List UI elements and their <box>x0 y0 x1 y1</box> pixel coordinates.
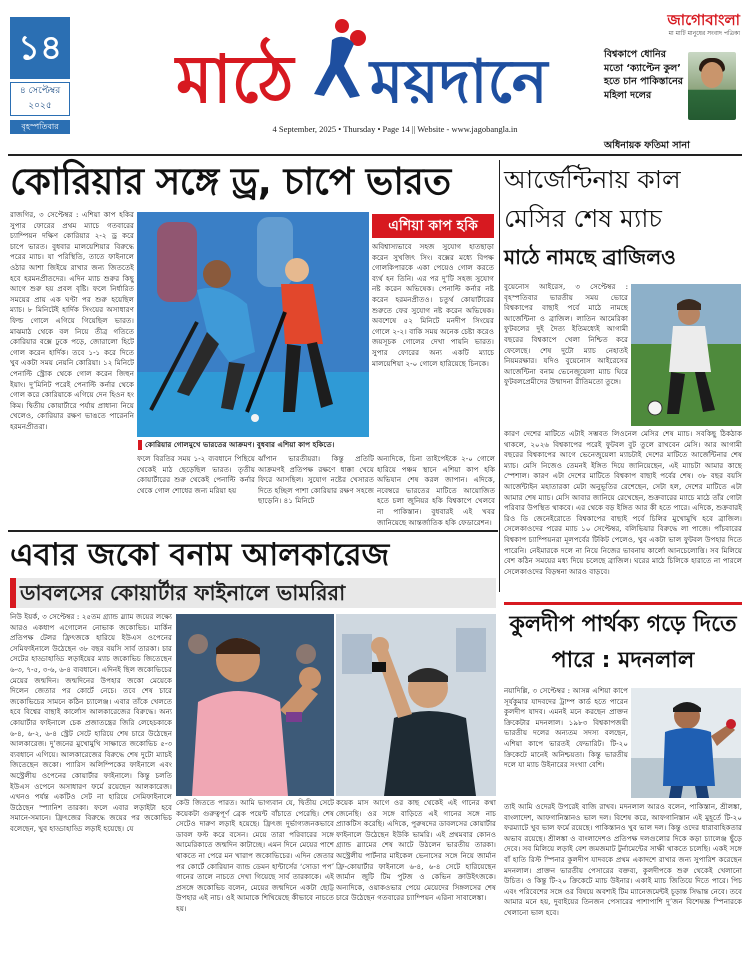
publication-brand <box>604 10 740 40</box>
masthead-divider <box>8 154 742 156</box>
hockey-photo-caption <box>137 438 369 452</box>
kuldeep-photo <box>631 688 741 798</box>
messi-photo <box>631 284 741 426</box>
story3-headline[interactable]: এবার জকো বনাম আলকারেজ <box>10 537 390 573</box>
djokovic-photo <box>336 614 496 796</box>
teaser-photo <box>688 52 736 120</box>
date-strip: 4 September, 2025 • Thursday • Page 14 || Website - www.jagobangla.in <box>272 124 518 134</box>
story3-column-3: কয়েক মাস আগে ওর কাছ থেকেই এই গানের কথা জেনেছি। ওর সঙ্গে বাড়িতে এই গানের সঙ্গে নাচ প্র্যাকটিস করেছি। এদিকে, পুরুষদের ডাবলসের কোয়ার্টার ফাইনালে উঠেছেন ইউকি ভামরি। এই প্রথমবার কোনও গ্র্যান্ড স্ল্যামের শেষ আটে উঠলেন ভারতীয় তারকা। অস্ট্রেলীয় পার্টনার মাইকেল ভেনাসের সঙ্গে নিয়ে জার্মান ফ্রি-কোয়ার্টার ফাইনালে ৬-৪, ৬-৪ সেটে হারিয়েছেন জার্মান জুটি টিম পুটজ ও কেভিন ক্রাউইৎজকে। অন্যদিকে, ওয়াকওভার পেয়ে মেয়েদের সিঙ্গলসের শেষ চারে উঠেছেন গতবারের চ্যাম্পিয়ন এরিনা সাবালেঙ্কা। <box>336 798 496 903</box>
story1-headline[interactable]: কোরিয়ার সঙ্গে ড্র, চাপে ভারত <box>10 160 451 203</box>
story3-column-2: কেউ জিততে পারত। আমি ভাগ্যবান যে, দ্বিতীয় সেটে কয়েকটা গুরুত্বপূর্ণ ব্রেক পয়েন্ট বাঁচাতে পেরেছি। শেষ সেটেও দারুণ লড়াই হয়েছে। ফ্রিৎজ দুর্ভাগ্যজনকভাবে ডাবল ফল্ট করে বসেন। মেয়ে তারা পরিবারের সঙ্গে আমেরিকাতে জন্মদিন কাটাচ্ছে। এমন দিনে মেয়ের পাশে থাকতে না পেরে মন খারাপ জকোভিচের। এদিন জেতার পর কোর্টে কোরিয়ান ব্যান্ড ডেমন হান্টার্সের ‘সোডা পপ’ গানের তালে নাচতে দেখা গিয়েছে সার্ব তারকাকে। এই প্রসঙ্গে জকোভিচ বলেন, মেয়ের জন্মদিনে একটা ছোট্ট উপহার এই নাচ। ওই আমাকে শিখিয়েছে কীভাবে নাচতে হয়। <box>176 798 334 913</box>
date-full <box>10 82 70 116</box>
teaser-headline[interactable]: বিশ্বকাপে ধোনির মতো ‘ক্যাপ্টেন কুল’ হতে চান পাকিস্তানের মহিলা দলের <box>604 49 683 101</box>
date-day: বৃহস্পতিবার <box>10 120 70 134</box>
story1-column-1: রাজগির, ৩ সেপ্টেম্বর : এশিয়া কাপ হকির সুপার ফোরের প্রথম ম্যাচে গতবারের চ্যাম্পিয়ন দক্ষিণ কোরিয়ার ২-২ ড্র করে চাপে ভারত। বুধবার মালয়েশিয়ার বিরুদ্ধে পরের ম্যাচ। যা পরিস্থিতি, তাতে ফাইনালে ওঠার আশা জিইয়ে রাখার জন্য জিততেই হবে হরমনপ্রীতদের। এদিন ম্যাচ শুরুর কিছু আগে শুরু হয় প্রবল বৃষ্টি। ফলে নির্ধারিত সময়ের প্রায় এক ঘণ্টা পর শুরু হয়েছিল ম্যাচ। ৮ মিনিটেই হার্দিক সিংয়ের অসাধারণ ফিল্ড গোলে এগিয়ে গিয়েছিল ভারত। মাঝমাঠ থেকে বল নিয়ে তীব্র গতিতে কোরিয়ার বক্সে ঢুকে পড়ে, জোরালো হিটে গোল করেন হার্দিক। তবে ১-১ করে দিতে খুব একটা সময় নেয়নি কোরিয়া। ১২ মিনিটে পেনাল্টি স্ট্রোক থেকে গোল করেন জিহুন ইয়াং। দু’মিনিট পরেই পেনাল্টি কর্নার থেকে গোল করে কোরিয়াকে এগিয়ে দেন হিওন হং কিম। দ্বিতীয় কোয়ার্টারে পর্যায় প্রাধান্য নিয়ে খেলেও, কোরিয়ার রক্ষণ ভাঙতে পারেননি হরমনপ্রীতরা। <box>10 210 134 431</box>
date-number: ১৪ <box>10 17 70 79</box>
asia-cup-tag: এশিয়া কাপ হকি <box>372 214 494 238</box>
date-line2: ২০২৫ <box>28 101 52 111</box>
story4-headline[interactable]: কুলদীপ পার্থক্য গড়ে দিতে পারে : মদনলাল <box>504 602 742 678</box>
brand-name: জাগোবাংলা <box>667 11 740 29</box>
story1-column-2b: ঝাঁপান ভারতীয়রা। কিন্তু প্রতিটি আক্রমণই প্রতিপক্ষ রক্ষণে ধাক্কা খেয়ে ফিরে আসছিল। সুযোগ নষ্টের খেসারত দিতে হচ্ছিল পাশা কোরিয়ার রক্ষণ সহজে ছাড়েনি। ৪১ মিনিটে <box>258 454 374 506</box>
section-logo <box>172 10 557 118</box>
section-divider <box>8 530 498 532</box>
teaser-name: অধিনায়ক ফতিমা সানা <box>604 140 690 151</box>
story3-column-1: নিউ ইয়র্ক, ৩ সেপ্টেম্বর : ২৫তম গ্র্যান্ড স্ল্যাম জয়ের লক্ষ্যে আরও একধাপ এগোলেন নোভাক জকোভিচ। মার্কিন প্রতিপক্ষ টেলর ফ্রিৎজকে হারিয়ে ইউএস ওপেনের সেমিফাইনালে উঠেছেন ৩৮ বছর বয়সি সার্ব তারকা। চার সেটের হাড্ডাহাড্ডি লড়াইয়ের ম্যাচ জকোভিচ জিতেছেন ৬-৩, ৭-৫, ৩-৬, ৬-৪ ব্যবধানে। এদিনই ছিল জকোভিচের মেয়ের জন্মদিন। জন্মদিনের উপহার জকো মেয়েকে দিলেন জেতার পর কোর্টে নেচে। তবে শেষ চারে জকোভিচের সামনে কঠিন চ্যালেঞ্জ। এবার তাঁকে খেলতে হবে বিশ্বের বাছাই কার্লোস আলকারেজের বিরুদ্ধে। অন্য কোয়ার্টার ফাইনালে চেক প্রজাতন্ত্রের জিরি লেহেচকাকে ৬-৪, ৬-২, ৬-৪ স্ট্রেট সেটে হারিয়ে শেষ চারে উঠেছেন আলকারেজ। দু’জনের মুখোমুখি সাক্ষাতে জকোভিচ ৫-৩ ব্যবধানে এগিয়ে। আলকারেজের বিরুদ্ধে শেষ দুটো ম্যাচই জিতেছেন জকো। প্যারিস অলিম্পিকের ফাইনালে এবং অস্ট্রেলীয় ওপেনের কোয়ার্টার ফাইনালে। কিন্তু চলতি ইউএস ওপেনে অসাধারণ ফর্মে রয়েছেন আলকারেজ। এখনও পর্যন্ত একটিও সেট না হারিয়ে সেমিফাইনালে উঠেছেন স্প্যানিশ তারকা। ফলে এবার লড়াইটা হবে সমানে-সমানে। ফ্রিৎজের বিরুদ্ধে জয়ের পর জকোভিচ বলেছেন, খুব হাড্ডাহাড্ডি লড়াই হয়েছে। যে <box>10 612 172 833</box>
section-logo-art <box>172 10 557 118</box>
player-figure-icon <box>314 37 360 98</box>
brand-tagline: মা মাটি মানুষের সংবাদ পত্রিকা <box>668 30 740 37</box>
story4-body: তাই আমি ওদেরই উপরেই বাজি রাখব। মদনলাল আরও বলেন, পাকিস্তান, শ্রীলঙ্কা, বাংলাদেশ, আফগানিস্তানও ভাল দল। বিশেষ করে, আফগানিস্তান এই মুহূর্তে টি-২০ ফরম্যাটে খুব ভাল ফর্মে রয়েছে। পাকিস্তানও খুব ভাল দল। কিন্তু ওদের ধারাবাহিকতার অভাব রয়েছে। শ্রীলঙ্কা ও বাংলাদেশও প্রতিপক্ষ দলগুলোর দিকে কড়া চ্যালেঞ্জ ছুঁড়ে দেবে। সব মিলিয়ে লড়াই বেশ জমজমাট টুর্নামেন্টের সাক্ষী থাকতে চলেছি। একই সঙ্গে বাঁ হাতি রিস্ট স্পিনার কুলদীপ যাদবকে প্রথম একাদশে রাখার জন্য সুপারিশ করেছেন মদনলাল। প্রাক্তন ভারতীয় পেসারের বক্তব্য, কুলদীপকে শুরু থেকেই খেলানো উচিত। ও কিন্তু টি-২০ ক্রিকেটে ম্যাচ উইনার। একাই ম্যাচ জিতিয়ে দিতে পারে। পিচ এবং পরিবেশের সঙ্গে ওর বিষয়ে অবশ্যই টিম ম্যানেজমেন্টই চূড়ান্ত সিদ্ধান্ত নেবে। তবে আমার মনে হয়, দুবাইয়ের তিনজন পেসারের পাশাপাশি দু’জন বিশেষজ্ঞ স্পিনারকে খেলানো ভাল হবে। <box>504 802 742 917</box>
column-divider <box>499 160 500 592</box>
story4-column-1: নয়াদিল্লি, ৩ সেপ্টেম্বর : আসন্ন এশিয়া কাপে সূর্যকুমার যাদবদের ট্রাম্প কার্ড হতে পারেন কুলদীপ যাদব। এমনই মনে করছেন প্রাক্তন ক্রিকেটার মদনলাল। ১৯৮৩ বিশ্বকাপজয়ী ভারতীয় দলের অন্যতম সদস্য বলছেন, এশিয়া কাপে ভারতই ফেভারিট। টি-২০ ক্রিকেটে মানেই অনিশ্চয়তা। কিন্তু ভারতীয় দলে যা ম্যাচ উইনারের সংখ্যা বেশি। <box>504 686 628 770</box>
hockey-photo <box>137 212 369 437</box>
title-part1: মাঠে <box>176 41 294 118</box>
story3-subhead: ডাবলসের কোয়ার্টার ফাইনালে ভামরিরা <box>10 578 496 608</box>
story1-column-3b: অন্যদিকে, চিনা তাইপেইকে ২-০ গোলে হারিয়ে পঞ্চম স্থানে এশিয়া কাপ হকি অভিযান শেষ করল জাপান। এদিকে, নবেম্বরে ভারতের মাটিতে আয়োজিত হতে চলা জুনিয়র হকি বিশ্বকাপে খেলবে না পাকিস্তান। বুধবারই এই খবর জানিয়েছে আন্তর্জাতিক হকি ফেডারেশন। <box>377 454 495 527</box>
story1-column-3: অবিশ্বাস্যভাবে সহজ সুযোগ হাতছাড়া করেন সুখজিৎ সিং। বক্সের মধ্যে বিপক্ষ গোলকিপারকে একা পেয়েও গোল করতে ব্যর্থ হন তিনি। এর পর দু’টি সহজ সুযোগ নষ্ট করেন অভিষেক। পেনাল্টি কর্নার নষ্ট করেন হরমনপ্রীতও। চতুর্থ কোয়ার্টারের শুরুতে ফের সুযোগ নষ্ট করেন অভিষেক। অবশেষে ৫২ মিনিটে মনদীপ সিংয়ের গোলে ২-২। বাকি সময় অনেক চেষ্টা করেও জয়সূচক গোলের দেখা পায়নি ভারত। সুপার ফোরের অন্য একটি ম্যাচে মালয়েশিয়া ২-০ গোলে হারিয়েছে চিনকে। <box>372 242 494 368</box>
story2-headline-line1[interactable]: আর্জেন্টিনায় কাল <box>504 165 681 194</box>
story2-subhead: মাঠে নামছে ব্রাজিলও <box>504 245 676 269</box>
alcaraz-photo <box>176 614 334 796</box>
story1-column-2a: ফলে বিরতির সময় ১-২ ব্যবধানে পিছিয়ে থেকেই মাঠ ছেড়েছিল ভারত। তৃতীয় কোয়ার্টারের শুরু থেকেই পেনাল্টি কর্নার থেকে গোল শোধের জন্য মরিয়া হয় <box>137 454 255 495</box>
date-line1: ৪ সেপ্টেম্বর <box>19 86 61 96</box>
story2-column-1: বুয়েনোস আইরেস, ৩ সেপ্টেম্বর : বৃহস্পতিবার ভারতীয় সময় ভোরে বিশ্বকাপের বাছাই পর্বে মাঠে নামছে আর্জেন্টিনা ও ব্রাজিল। লাতিন আমেরিকা ফুটবলের দুই দৈত্য ইতিমধ্যেই আগামী বছরের বিশ্বকাপে খেলা নিশ্চিত করে ফেলেছে। শেষ দুটো ম্যাচ নেহাতই নিয়মরক্ষার। যদিও বুয়েনোস আইরেসের আর্জেন্টিনা বনাম ভেনেজুয়েলা ম্যাচ ঘিরে ফুটবলপ্রেমীদের উন্মাদনা রীতিমতো তুঙ্গে। <box>504 282 628 387</box>
caption-text: কোরিয়ার গোলমুখে ভারতের আক্রমণ। বুধবার এশিয়া কাপ হকিতে। <box>145 440 335 449</box>
player-head-icon <box>335 19 349 33</box>
story2-headline-line2[interactable]: মেসির শেষ ম্যাচ <box>504 204 662 233</box>
title-part2: ময়দানে <box>370 47 548 117</box>
story2-body: কারণ দেশের মাটিতে এটাই সম্ভবত লিওনেল মেসির শেষ ম্যাচ। সবকিছু ঠিকঠাক থাকলে, ২০২৬ বিশ্বকাপের পরেই ফুটবল বুট তুলে রাখবেন মেসি। আর আগামী বছরের বিশ্বকাপের আগে ভেনেজুয়েলা ম্যাচটাই দেশের মাটিতে আর্জেন্টিনার শেষ ম্যাচ। মেসি নিজেও তেমনই ইঙ্গিত দিয়ে জানিয়েছেন, এই ম্যাচটা আমার কাছে স্পেশাল। কারণ এটা দেশের মাটিতে বিশ্বকাপ বাছাই পর্বের শেষ। ৩৮ বছর বয়সি আর্জেন্টাইন মহাতারকা মেটা অনুভূতির রেশেছেন, সেটা হল, দেশের মাটিতে এটা আমার শেষ ম্যাচ। মেসি আবার জানিয়ে রেখেছেন, শুক্রবারের ম্যাচে মাঠে তাঁর গোটা পরিবার উপস্থিত থাকবে। এর থেকে বড় ইঙ্গিত আর কী হতে পারে। এদিকে, শুক্রবারই রিও ডি জেনেইরোতে বিশ্বকাপের বাছাই পর্বে চিলির মুখোমুখি হবে ব্রাজিল। সেলেকাওদের পরের ম্যাচ ১০ সেপ্টেম্বর, বলিভিয়ার বিরুদ্ধে লা পাজে। পাঁচবারের বিশ্বকাপ চ্যাম্পিয়নরা মূলপর্বের টিকিট পেলেও, খুব একটা ভাল ফুটবল উপহার দিতে পারেনি। নেইমারকে দলে না নিয়ে নিজের ভাবনায় কার্লো আনচেলোত্তি। সব মিলিয়ে বেশ কঠিন সময়ের মধ্য দিয়ে চলেছে ব্রাজিল। ঘরের মাঠে চিলিকে হারাতে না পারলে সেলেকাওদের বিড়ম্বনা আরও বাড়বে। <box>504 429 742 576</box>
